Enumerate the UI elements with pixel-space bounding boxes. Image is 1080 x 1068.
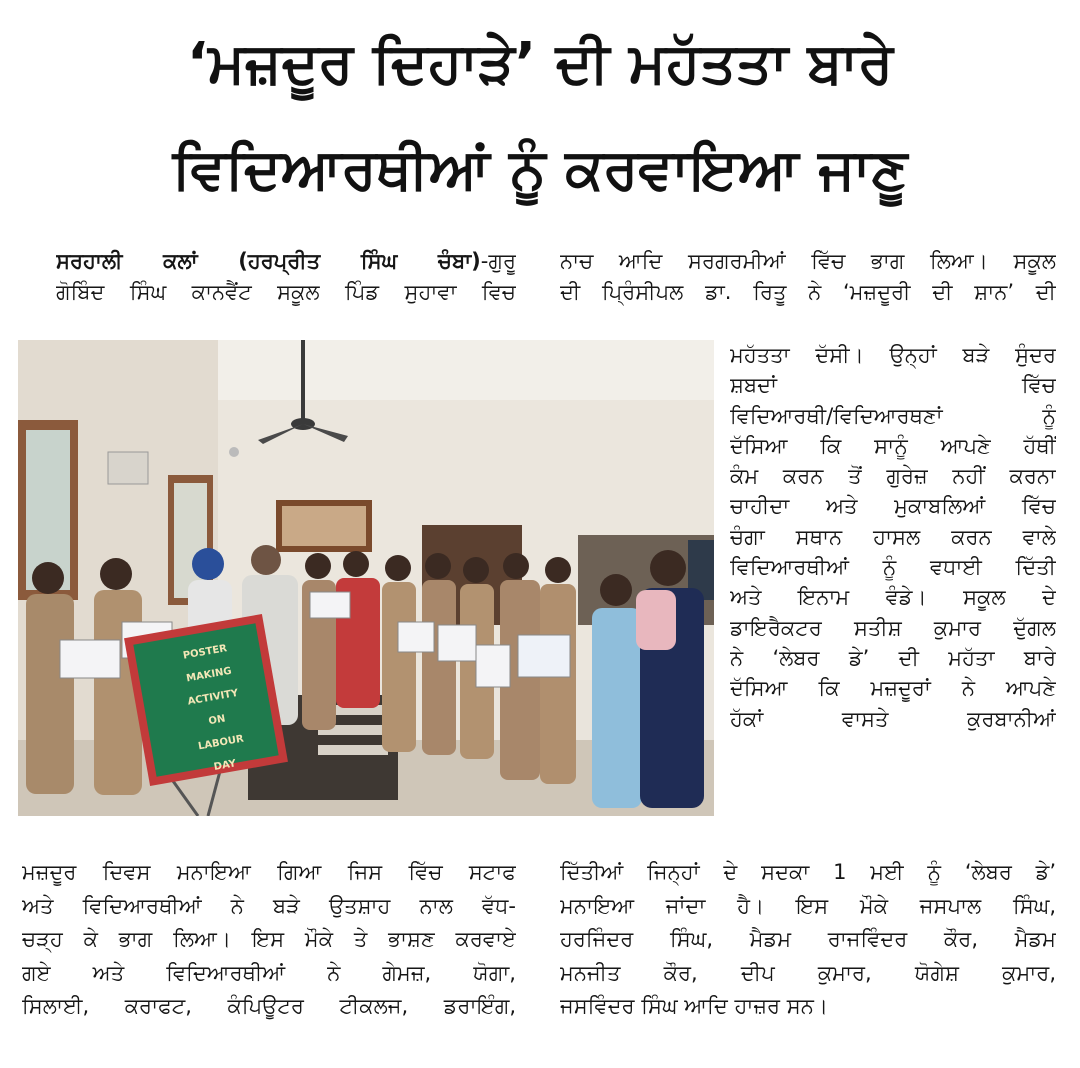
article-line: ਮਨਜੀਤ ਕੌਰ, ਦੀਪ ਕੁਮਾਰ, ਯੋਗੇਸ਼ ਕੁਮਾਰ, (560, 960, 1056, 985)
article-right-narrow (730, 340, 1056, 734)
article-line: ਦਿੱਤੀਆਂ ਜਿਨ੍ਹਾਂ ਦੇ ਸਦਕਾ 1 ਮਈ ਨੂੰ ‘ਲੇਬਰ ਡੇ’ (560, 860, 1056, 884)
article-line: ਹੱਕਾਂ ਵਾਸਤੇ ਕੁਰਬਾਨੀਆਂ (730, 706, 1056, 731)
poster-text-line: ON (207, 713, 227, 728)
article-line: ਨਾਚ ਆਦਿ ਸਰਗਰਮੀਆਂ ਵਿੱਚ ਭਾਗ ਲਿਆ। ਸਕੂਲ (560, 249, 1056, 273)
article-left-bottom (22, 856, 516, 1024)
article-line: ਹਰਜਿੰਦਰ ਸਿੰਘ, ਮੈਡਮ ਰਾਜਵਿੰਦਰ ਕੌਰ, ਮੈਡਮ (560, 927, 1056, 951)
article-line: ਦੱਸਿਆ ਕਿ ਮਜ਼ਦੂਰਾਂ ਨੇ ਆਪਣੇ (730, 676, 1056, 701)
article-line: ਦੱਸਿਆ ਕਿ ਸਾਨੂੰ ਆਪਣੇ ਹੱਥੀਂ (730, 433, 1056, 458)
article-line: ਸ਼ਬਦਾਂ ਵਿੱਚ (730, 373, 1056, 398)
article-line: ਡਾਇਰੈਕਟਰ ਸਤੀਸ਼ ਕੁਮਾਰ ਦੁੱਗਲ (730, 615, 1056, 640)
article-line: ਅਤੇ ਇਨਾਮ ਵੰਡੇ। ਸਕੂਲ ਦੇ (730, 585, 1056, 610)
photo-illustration (18, 340, 714, 816)
article-line: ਦੀ ਪ੍ਰਿੰਸੀਪਲ ਡਾ. ਰਿਤੂ ਨੇ ‘ਮਜ਼ਦੂਰੀ ਦੀ ਸ਼ਾਨ’ ਦੀ (560, 280, 1056, 304)
article-line: ਗਏ ਅਤੇ ਵਿਦਿਆਰਥੀਆਂ ਨੇ ਗੇਮਜ਼, ਯੋਗਾ, (22, 960, 516, 985)
headline-line-1: ‘ਮਜ਼ਦੂਰ ਦਿਹਾੜੇ’ ਦੀ ਮਹੱਤਤਾ ਬਾਰੇ (186, 31, 894, 96)
article-right-bottom (560, 856, 1056, 1024)
article-line: ਚੜ੍ਹ ਕੇ ਭਾਗ ਲਿਆ। ਇਸ ਮੌਕੇ ਤੇ ਭਾਸ਼ਣ ਕਰਵਾਏ (22, 927, 516, 951)
poster-text-line: POSTER (182, 643, 228, 662)
poster-text-line: LABOUR (197, 733, 245, 753)
article-line: ਨੇ ‘ਲੇਬਰ ਡੇ’ ਦੀ ਮਹੱਤਾ ਬਾਰੇ (730, 645, 1056, 670)
article-line: ਮਨਾਇਆ ਜਾਂਦਾ ਹੈ। ਇਸ ਮੌਕੇ ਜਸਪਾਲ ਸਿੰਘ, (560, 893, 1056, 918)
news-photo (18, 340, 714, 816)
poster-text-line: ACTIVITY (186, 687, 240, 708)
article-line: ਕੰਮ ਕਰਨ ਤੋਂ ਗੁਰੇਜ਼ ਨਹੀਂ ਕਰਨਾ (730, 464, 1056, 489)
poster-board-text (149, 631, 281, 786)
article-right-top (560, 246, 1056, 308)
article-line: ਵਿਦਿਆਰਥੀ/ਵਿਦਿਆਰਥਣਾਂ ਨੂੰ (730, 403, 1056, 428)
article-line: ਵਿਦਿਆਰਥੀਆਂ ਨੂੰ ਵਧਾਈ ਦਿੱਤੀ (730, 555, 1056, 580)
article-left-top (56, 246, 516, 308)
headline-line-2: ਵਿਦਿਆਰਥੀਆਂ ਨੂੰ ਕਰਵਾਇਆ ਜਾਣੂ (172, 137, 908, 202)
article-line: ਸਿਲਾਈ, ਕਰਾਫਟ, ਕੰਪਿਊਟਰ ਟੀਕਲਜ, ਡਰਾਇੰਗ, (22, 994, 516, 1018)
article-line: ਅਤੇ ਵਿਦਿਆਰਥੀਆਂ ਨੇ ਬੜੇ ਉਤਸ਼ਾਹ ਨਾਲ ਵੱਧ- (22, 893, 516, 918)
article-line: ਚੰਗਾ ਸਥਾਨ ਹਾਸਲ ਕਰਨ ਵਾਲੇ (730, 524, 1056, 549)
article-line: ਮਹੱਤਤਾ ਦੱਸੀ। ਉਨ੍ਹਾਂ ਬੜੇ ਸੁੰਦਰ (730, 343, 1056, 367)
poster-text-line: MAKING (185, 665, 233, 685)
article-line: ਚਾਹੀਦਾ ਅਤੇ ਮੁਕਾਬਲਿਆਂ ਵਿੱਚ (730, 494, 1056, 519)
dateline-continuation: -ਗੁਰੂ (480, 249, 516, 273)
article-line: ਮਜ਼ਦੂਰ ਦਿਵਸ ਮਨਾਇਆ ਗਿਆ ਜਿਸ ਵਿੱਚ ਸਟਾਫ (22, 860, 516, 884)
article-line: ਗੋਬਿੰਦ ਸਿੰਘ ਕਾਨਵੈਂਟ ਸਕੂਲ ਪਿੰਡ ਸੁਹਾਵਾ ਵਿਚ (56, 280, 516, 304)
poster-text-line: DAY (213, 758, 237, 773)
article-line: ਜਸਵਿੰਦਰ ਸਿੰਘ ਆਦਿ ਹਾਜ਼ਰ ਸਨ। (560, 994, 828, 1018)
article-line (56, 246, 516, 277)
dateline: ਸਰਹਾਲੀ ਕਲਾਂ (ਹਰਪ੍ਰੀਤ ਸਿੰਘ ਚੰਬਾ) (56, 249, 481, 273)
